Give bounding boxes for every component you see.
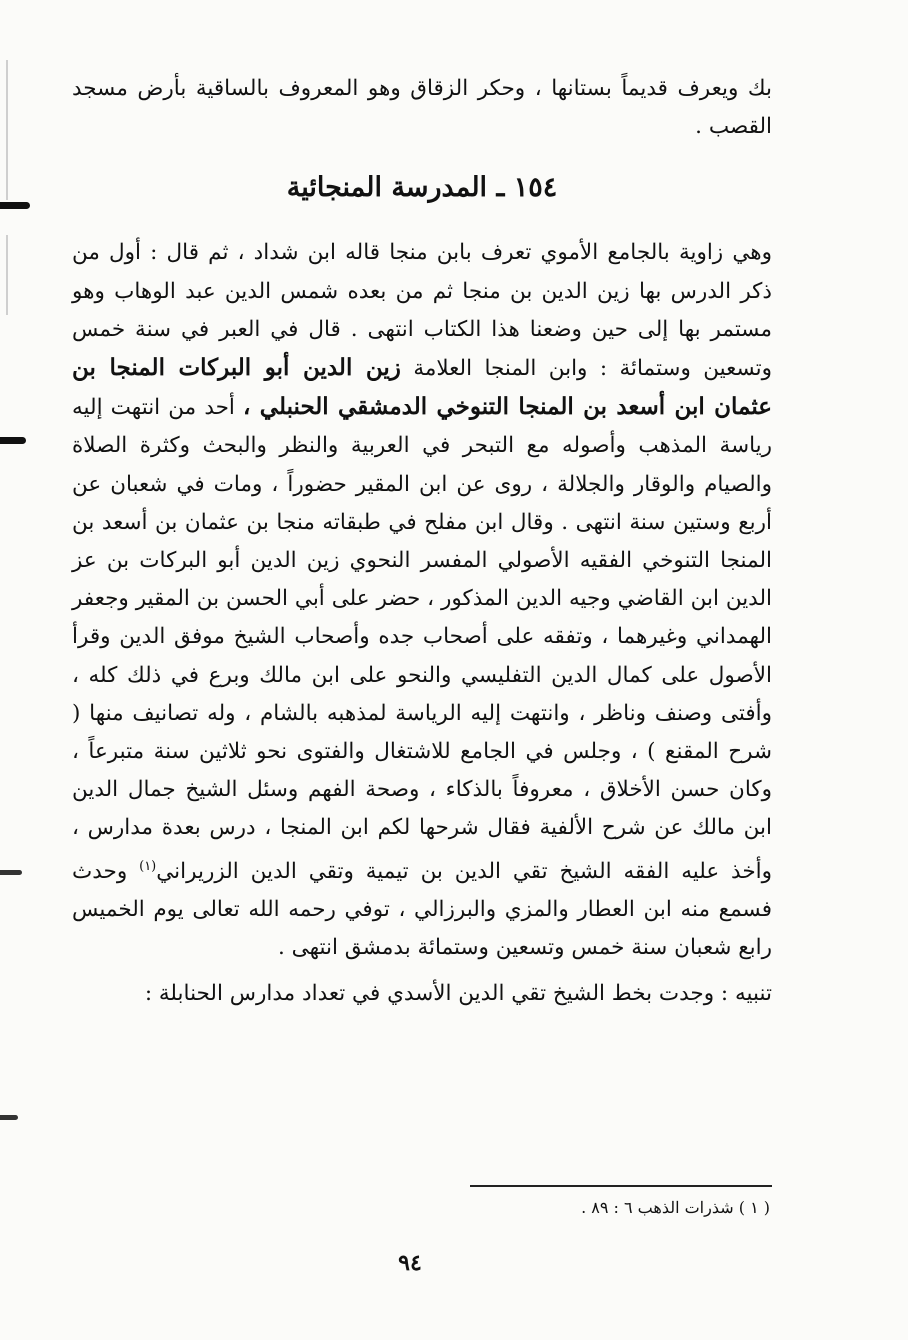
note-paragraph: تنبيه : وجدت بخط الشيخ تقي الدين الأسدي في تعداد مدارس الحنابلة : (144, 981, 772, 1007)
scan-edge-mark (0, 1115, 18, 1120)
footnote: ( ١ ) شذرات الذهب ٦ : ٨٩ . (581, 1198, 770, 1217)
main-text: وحدث فسمع منه ابن العطار والمزي والبرزالي ، توفي رحمه الله تعالى يوم الخميس رابع شعبان سنة خمس وتسعين وستمائة بدمشق انتهى . (72, 858, 772, 961)
scan-edge-mark (0, 437, 26, 444)
section-heading: ١٥٤ ـ المدرسة المنجائية (286, 172, 558, 204)
scan-edge-line (6, 60, 8, 200)
footnote-rule (470, 1185, 772, 1187)
scan-edge-line (6, 235, 8, 315)
footnote-reference: (١) (139, 858, 157, 874)
bold-name: زين الدين أبو البركات المنجا بن عثمان ابن أسعد بن المنجا التنوخي الدمشقي الحنبلي ، (72, 354, 772, 421)
intro-paragraph: بك ويعرف قديماً بستانها ، وحكر الزقاق وهو المعروف بالساقية بأرض مسجد القصب . (72, 76, 772, 140)
main-text: وهي زاوية بالجامع الأموي تعرف بابن منجا قاله ابن شداد ، ثم قال : أول من ذكر الدرس بها زين الدين بن منجا ثم من بعده شمس الدين عبد الوهاب وهو مستمر بها إلى حين وضعنا هذا الكتاب انتهى . قال في العبر في سنة خمس وتسعين وستمائة : وابن المنجا العلامة (72, 240, 772, 382)
scan-edge-mark (0, 202, 30, 209)
page-number: ٩٤ (398, 1250, 422, 1276)
page-body (72, 70, 772, 1013)
main-paragraph (72, 234, 772, 967)
main-text: أحد من انتهت إليه رياسة المذهب وأصوله مع التبحر في العربية والنظر والبحث وكثرة الصلاة والصيام والوقار والجلالة ، روى عن ابن المقير حضوراً ، ومات في شعبان عن أربع وستين سنة انتهى . وقال ابن مفلح في طبقاته منجا بن عثمان بن أسعد بن المنجا التنوخي الفقيه الأصولي المفسر النحوي زين الدين أبو البركات بن عز الدين ابن القاضي وجيه الدين المذكور ، حضر على أبي الحسن بن المقير وجعفر الهمداني وغيرهما ، وتفقه على أصحاب جده وأصحاب الشيخ موفق الدين وقرأ الأصول على كمال الدين التفليسي والنحو على ابن مالك وبرع في ذلك كله ، وأفتى وصنف وناظر ، وانتهت إليه الرياسة لمذهبه بالشام ، وله تصانيف منها ( شرح المقنع ) ، وجلس في الجامع للاشتغال والفتوى نحو ثلاثين سنة متبرعاً ، وكان حسن الأخلاق ، معروفاً بالذكاء ، وصحة الفهم وسئل الشيخ جمال الدين ابن مالك عن شرح الألفية فقال شرحها لكم ابن المنجا ، درس بعدة مدارس ، وأخذ عليه الفقه الشيخ تقي الدين بن تيمية وتقي الدين الزريراني (72, 395, 772, 884)
scan-edge-mark (0, 870, 22, 875)
